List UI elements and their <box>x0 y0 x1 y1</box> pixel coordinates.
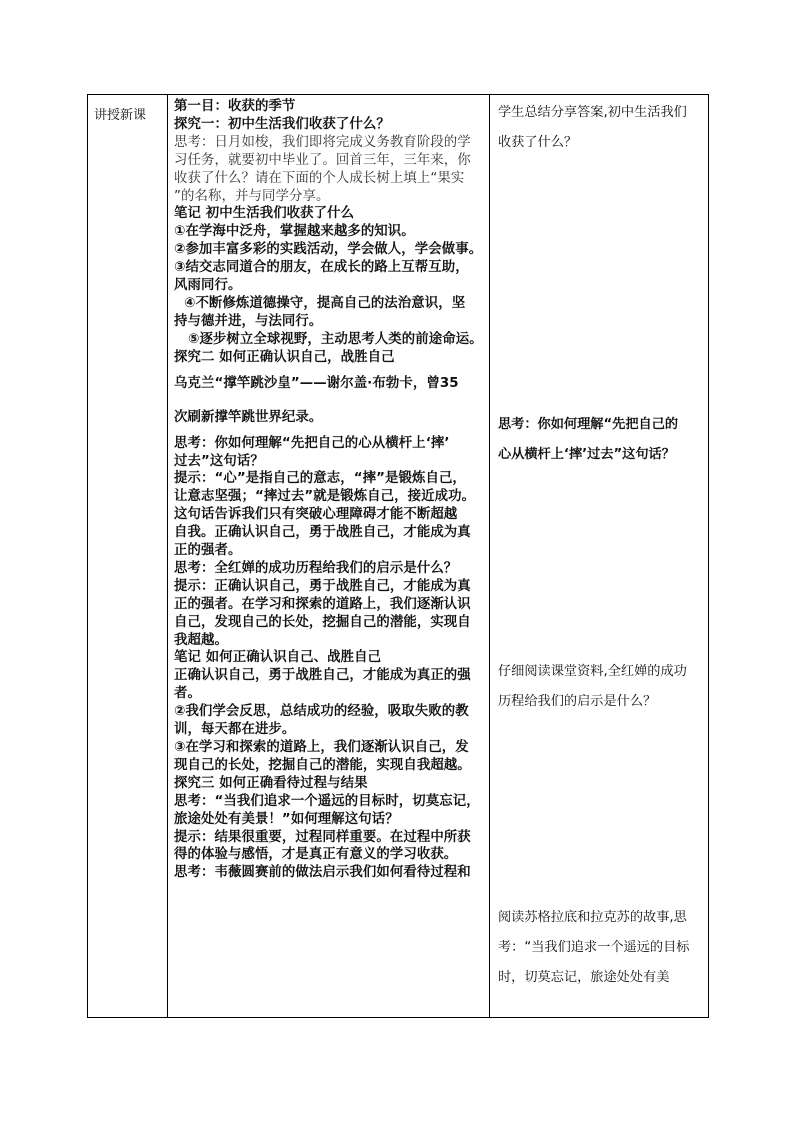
content-line: 我超越。 <box>174 632 228 648</box>
note-heading: 笔记 初中生活我们收获了什么 <box>174 206 355 222</box>
section-label-cell <box>88 95 168 1018</box>
teaching-content-cell <box>168 95 490 1018</box>
table-row <box>88 95 709 1018</box>
content-line: 自己，发现自己的长处，挖掘自己的潜能，实现自 <box>174 614 471 630</box>
content-line: 正的强者。 <box>174 543 242 559</box>
content-line: 让意志坚强；“摔过去”就是锻炼自己，接近成功。 <box>174 489 476 505</box>
content-line: ”的名称，并与同学分享。 <box>174 188 330 204</box>
note-heading: 笔记 如何正确认识自己、战胜自己 <box>174 650 382 666</box>
student-activity-cell <box>490 95 709 1018</box>
content-line: 次刷新撑竿跳世界纪录。 <box>174 409 323 425</box>
content-line: 得的体验与感悟，才是真正有意义的学习收获。 <box>174 847 458 863</box>
activity-line: 仔细阅读课堂资料,全红婵的成功 <box>498 664 687 679</box>
inquiry-heading: 探究二 如何正确认识自己，战胜自己 <box>174 349 395 365</box>
teaching-content <box>168 95 489 882</box>
content-line: 思考：“当我们追求一个遥远的目标时，切莫忘记， <box>174 793 480 809</box>
section-label: 讲授新课 <box>94 108 147 123</box>
content-line: 思考：日月如梭，我们即将完成义务教育阶段的学 <box>174 134 471 150</box>
content-line: ⑤逐步树立全球视野，主动思考人类的前途命运。 <box>188 331 483 347</box>
content-line: 乌克兰“撑竿跳沙皇”——谢尔盖·布勃卡，曾35 <box>174 375 459 391</box>
content-line: 收获了什么？请在下面的个人成长树上填上“果实 <box>174 170 465 186</box>
content-line: ③在学习和探索的道路上，我们逐渐认识自己，发 <box>174 740 469 755</box>
content-line: 思考：全红婵的成功历程给我们的启示是什么？ <box>174 560 458 576</box>
content-line: 习任务，就要初中毕业了。回首三年，三年来，你 <box>174 152 471 168</box>
content-line: ③结交志同道合的朋友，在成长的路上互帮互助， <box>174 260 469 276</box>
activity-line: 历程给我们的启示是什么？ <box>498 694 657 709</box>
content-line: 正确认识自己，勇于战胜自己，才能成为真正的强 <box>174 668 471 684</box>
content-line: 训，每天都在进步。 <box>174 722 296 738</box>
inquiry-heading: 探究一：初中生活我们收获了什么？ <box>174 116 390 132</box>
content-line: 提示：正确认识自己，勇于战胜自己，才能成为真 <box>174 578 471 594</box>
activity-line: 考：“当我们追求一个遥远的目标 <box>498 940 690 955</box>
content-line: 提示：“心”是指自己的意志，“摔”是锻炼自己， <box>174 471 466 487</box>
content-line: ②我们学会反思，总结成功的经验，吸取失败的教 <box>174 704 469 720</box>
content-line: ①在学海中泛舟，掌握越来越多的知识。 <box>174 224 415 240</box>
activity-line: 思考：你如何理解“先把自己的 <box>498 417 679 432</box>
content-line: ④不断修炼道德操守，提高自己的法治意识，坚 <box>184 295 466 311</box>
content-line: 自我。正确认识自己，勇于战胜自己，才能成为真 <box>174 525 471 541</box>
content-line: 正的强者。在学习和探索的道路上，我们逐渐认识 <box>174 596 471 612</box>
content-line: 提示：结果很重要，过程同样重要。在过程中所获 <box>174 829 471 845</box>
activity-line: 收获了什么？ <box>498 135 578 150</box>
activity-line: 学生总结分享答案,初中生活我们 <box>498 105 687 120</box>
content-line: 思考：韦薇圆赛前的做法启示我们如何看待过程和 <box>174 865 471 881</box>
topic-heading: 第一目：收获的季节 <box>174 99 296 114</box>
content-line: ②参加丰富多彩的实践活动，学会做人，学会做事。 <box>174 242 483 258</box>
lesson-plan-table <box>87 94 709 1018</box>
content-line: 现自己的长处，挖掘自己的潜能，实现自我超越。 <box>174 757 471 773</box>
content-line: 风雨同行。 <box>174 278 242 294</box>
content-line: 这句话告诉我们只有突破心理障碍才能不断超越 <box>174 507 458 523</box>
content-line: 旅途处处有美景！”如何理解这句话？ <box>174 811 399 827</box>
activity-line: 时，切莫忘记，旅途处处有美 <box>498 970 670 985</box>
content-line: 持与德并进，与法同行。 <box>174 313 323 329</box>
activity-line: 心从横杆上‘摔’过去”这句话？ <box>498 447 675 462</box>
activity-line: 阅读苏格拉底和拉克苏的故事,思 <box>498 910 687 925</box>
inquiry-heading: 探究三 如何正确看待过程与结果 <box>174 775 368 791</box>
content-line: 者。 <box>174 686 201 702</box>
content-line: 思考：你如何理解“先把自己的心从横杆上‘摔’ <box>174 435 450 451</box>
student-activity <box>490 95 708 993</box>
content-line: 过去”这句话？ <box>174 453 264 469</box>
